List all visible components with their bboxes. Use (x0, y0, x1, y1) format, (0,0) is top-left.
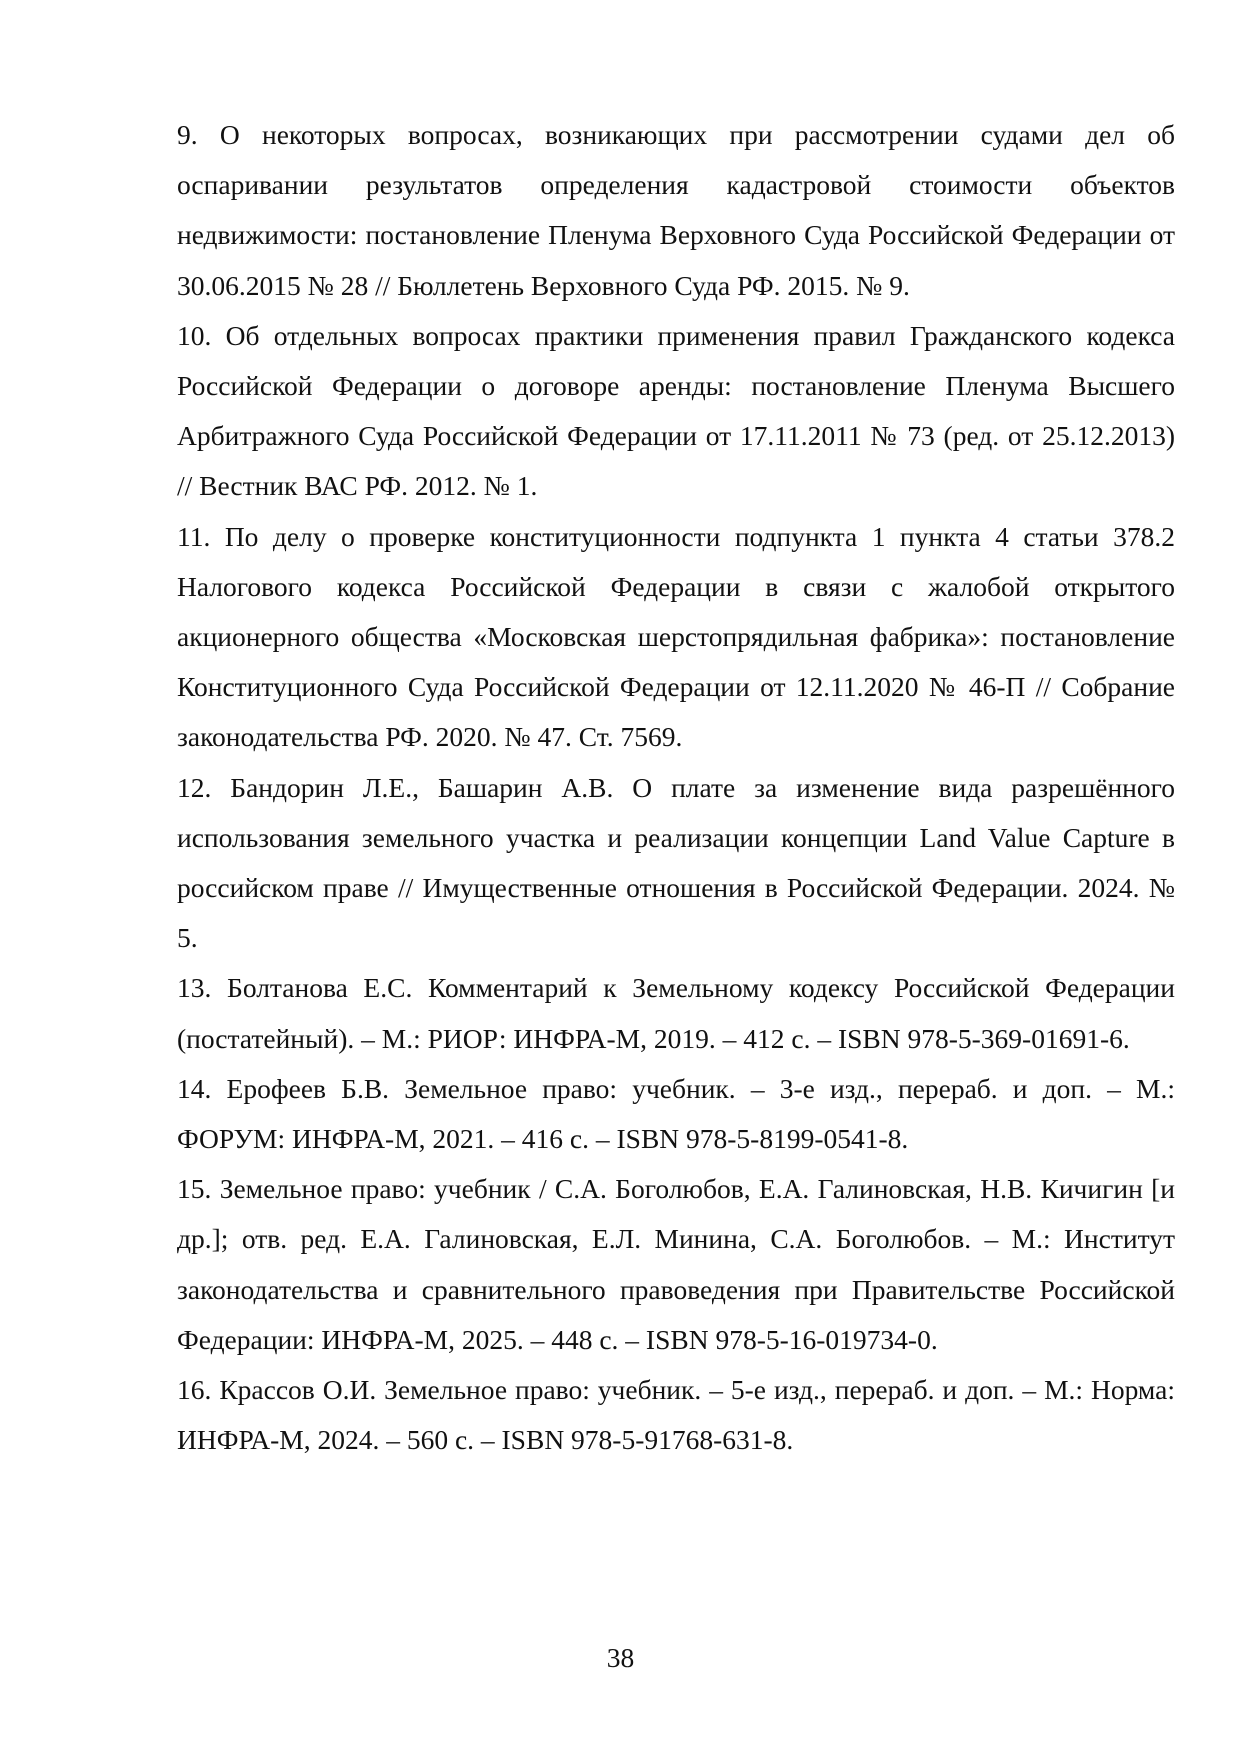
reference-item-11: 11. По делу о проверке конституционности подпункта 1 пункта 4 статьи 378.2 Налогового кодекса Российской Федерации в связи с жалобой открытого акционерного общества «Московская шерстопрядильная фабрика»: постановление Конституционного Суда Российской Федерации от 12.11.2020 № 46-П // Собрание законодательства РФ. 2020. № 47. Ст. 7569. (177, 520, 1175, 753)
reference-item-16: 16. Крассов О.И. Земельное право: учебник. – 5-е изд., перераб. и доп. – М.: Норма: ИНФРА-М, 2024. – 560 с. – ISBN 978-5-91768-631-8. (177, 1374, 1175, 1456)
reference-item-12: 12. Бандорин Л.Е., Башарин А.В. О плате за изменение вида разрешённого использования земельного участка и реализации концепции Land Value Capture в российском праве // Имущественные отношения в Российской Федерации. 2024. № 5. (177, 771, 1175, 954)
reference-item-10: 10. Об отдельных вопросах практики применения правил Гражданского кодекса Российской Федерации о договоре аренды: постановление Пленума Высшего Арбитражного Суда Российской Федерации от 17.11.2011 № 73 (ред. от 25.12.2013) // Вестник ВАС РФ. 2012. № 1. (177, 319, 1175, 502)
reference-item-9: 9. О некоторых вопросах, возникающих при рассмотрении судами дел об оспаривании результатов определения кадастровой стоимости объектов недвижимости: постановление Пленума Верховного Суда Российской Федерации от 30.06.2015 № 28 // Бюллетень Верховного Суда РФ. 2015. № 9. (177, 119, 1175, 301)
reference-item-14: 14. Ерофеев Б.В. Земельное право: учебник. – 3-е изд., перераб. и доп. – М.: ФОРУМ: ИНФРА-М, 2021. – 416 с. – ISBN 978-5-8199-0541-8. (177, 1072, 1175, 1155)
reference-item-15: 15. Земельное право: учебник / С.А. Боголюбов, Е.А. Галиновская, Н.В. Кичигин [и др.]; отв. ред. Е.А. Галиновская, Е.Л. Минина, С.А. Боголюбов. – М.: Институт законодательства и сравнительного правоведения при Правительстве Российской Федерации: ИНФРА-М, 2025. – 448 с. – ISBN 978-5-16-019734-0. (177, 1173, 1175, 1355)
reference-list (177, 110, 1175, 1465)
page-number: 38 (606, 1642, 635, 1673)
reference-item-13: 13. Болтанова Е.С. Комментарий к Земельному кодексу Российской Федерации (постатейный). – М.: РИОР: ИНФРА-М, 2019. – 412 с. – ISBN 978-5-369-01691-6. (177, 972, 1175, 1054)
